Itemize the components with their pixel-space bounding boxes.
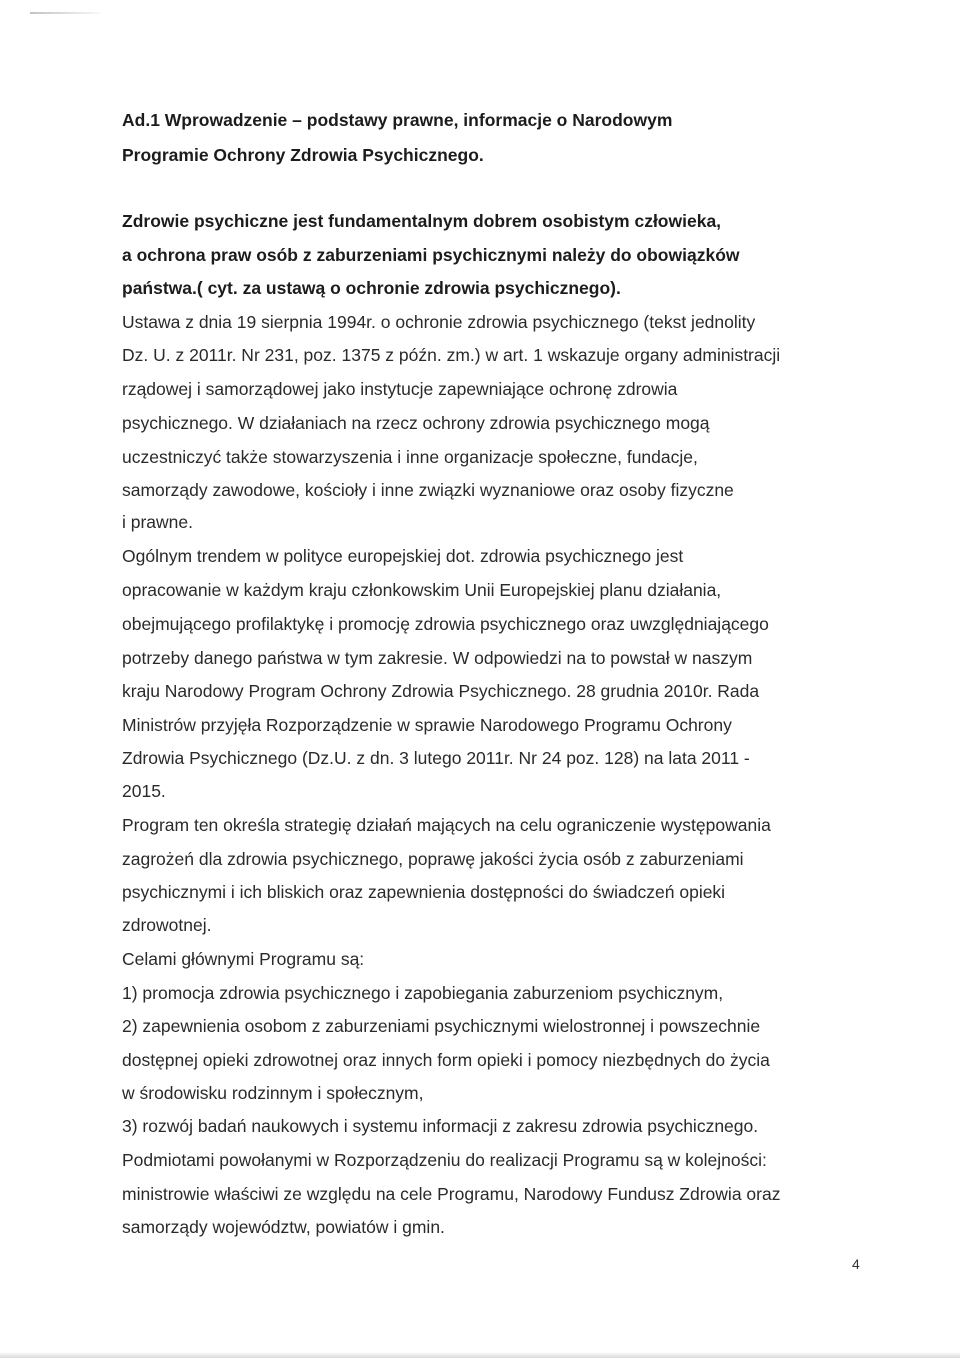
body-line: obejmującego profilaktykę i promocję zdrowia psychicznego oraz uwzględniającego — [122, 614, 769, 634]
body-line: opracowanie w każdym kraju członkowskim Unii Europejskiej planu działania, — [122, 580, 722, 600]
page-number: 4 — [852, 1256, 860, 1272]
intro-line: a ochrona praw osób z zaburzeniami psychicznymi należy do obowiązków — [122, 245, 740, 265]
scan-bottom-edge — [0, 1352, 960, 1358]
body-line: Celami głównymi Programu są: — [122, 949, 365, 969]
body-line: psychicznymi i ich bliskich oraz zapewnienia dostępności do świadczeń opieki — [122, 882, 726, 902]
intro-line: Zdrowie psychiczne jest fundamentalnym dobrem osobistym człowieka, — [122, 211, 722, 231]
body-line: 1) promocja zdrowia psychicznego i zapobiegania zaburzeniom psychicznym, — [122, 983, 724, 1003]
body-line: Program ten określa strategię działań mających na celu ograniczenie występowania — [122, 815, 771, 835]
body-line: 2015. — [122, 781, 166, 801]
scan-artifact — [30, 12, 100, 14]
section-heading-line-1: Ad.1 Wprowadzenie – podstawy prawne, informacje o Narodowym — [122, 110, 673, 130]
body-line: zagrożeń dla zdrowia psychicznego, poprawę jakości życia osób z zaburzeniami — [122, 849, 744, 869]
body-line: Dz. U. z 2011r. Nr 231, poz. 1375 z późn. zm.) w art. 1 wskazuje organy administracji — [122, 345, 781, 365]
body-line: Ministrów przyjęła Rozporządzenie w sprawie Narodowego Programu Ochrony — [122, 715, 732, 735]
body-line: ministrowie właściwi ze względu na cele Programu, Narodowy Fundusz Zdrowia oraz — [122, 1184, 781, 1204]
body-line: Ustawa z dnia 19 sierpnia 1994r. o ochronie zdrowia psychicznego (tekst jednolity — [122, 312, 756, 332]
body-line: Zdrowia Psychicznego (Dz.U. z dn. 3 lutego 2011r. Nr 24 poz. 128) na lata 2011 - — [122, 748, 750, 768]
body-line: zdrowotnej. — [122, 915, 212, 935]
body-line: rządowej i samorządowej jako instytucje zapewniające ochronę zdrowia — [122, 379, 678, 399]
intro-line: państwa.( cyt. za ustawą o ochronie zdrowia psychicznego). — [122, 278, 621, 298]
body-line: Podmiotami powołanymi w Rozporządzeniu do realizacji Programu są w kolejności: — [122, 1150, 767, 1170]
body-line: i prawne. — [122, 512, 194, 532]
body-line: dostępnej opieki zdrowotnej oraz innych form opieki i pomocy niezbędnych do życia — [122, 1050, 770, 1070]
section-heading-line-2: Programie Ochrony Zdrowia Psychicznego. — [122, 145, 484, 165]
body-line: samorządy zawodowe, kościoły i inne związki wyznaniowe oraz osoby fizyczne — [122, 480, 734, 500]
body-line: w środowisku rodzinnym i społecznym, — [122, 1083, 424, 1103]
body-line: Ogólnym trendem w polityce europejskiej dot. zdrowia psychicznego jest — [122, 546, 684, 566]
body-line: uczestniczyć także stowarzyszenia i inne organizacje społeczne, fundacje, — [122, 447, 698, 467]
body-line: 3) rozwój badań naukowych i systemu informacji z zakresu zdrowia psychicznego. — [122, 1116, 759, 1136]
body-line: psychicznego. W działaniach na rzecz ochrony zdrowia psychicznego mogą — [122, 413, 710, 433]
body-line: 2) zapewnienia osobom z zaburzeniami psychicznymi wielostronnej i powszechnie — [122, 1016, 761, 1036]
body-line: potrzeby danego państwa w tym zakresie. W odpowiedzi na to powstał w naszym — [122, 648, 753, 668]
body-line: samorządy województw, powiatów i gmin. — [122, 1217, 445, 1237]
body-line: kraju Narodowy Program Ochrony Zdrowia Psychicznego. 28 grudnia 2010r. Rada — [122, 681, 760, 701]
